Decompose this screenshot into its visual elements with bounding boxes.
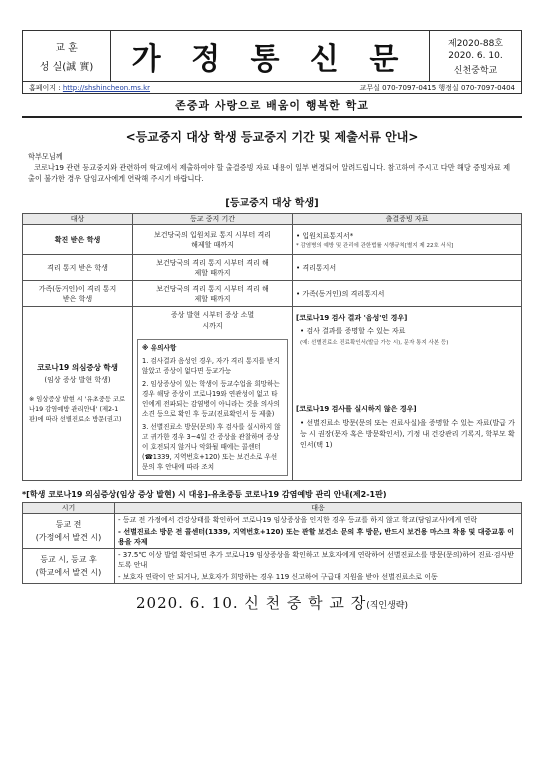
notice-item: 3. 선별진료소 방문(문의) 후 검사를 실시하지 않고 귀가한 경우 3~4일 간 증상을 관찰하며 증상이 호전되지 않거나 악화될 때에는 콜센터(☎1339, 지역번호+120) 또는 보건소로 우선 문의 후 안내에 따라 조치 <box>142 423 281 471</box>
doc-cell: • 가족(동거인)의 격리통지서 <box>293 281 522 307</box>
seal-note: (직인생략) <box>366 601 408 611</box>
period-cell: 보건당국의 격리 통지 시부터 격리 해제할 때까지 <box>133 281 293 307</box>
header <box>22 30 522 82</box>
header-response: 대응 <box>115 503 522 514</box>
response-table <box>22 502 522 584</box>
response-line: - 등교 전 가정에서 건강상태를 확인하여 코로나19 임상증상을 인지한 경우 등교를 하지 않고 학교(담임교사)에게 연락 <box>118 516 478 524</box>
target-cell: 확진 받은 학생 <box>23 225 133 255</box>
motto-label: 교 훈 <box>55 43 78 54</box>
suspect-target-cell <box>23 307 133 481</box>
target-cell: 가족(동거인)이 격리 통지 받은 학생 <box>23 281 133 307</box>
notice-title: <등교중지 대상 학생 등교중지 기간 및 제출서류 안내> <box>125 130 419 144</box>
greeting: 학부모님께 <box>28 152 63 161</box>
notice-item: 2. 임상증상이 있는 학생이 등교수업을 희망하는 경우 해당 증상이 코로나19와 연관성이 없고 타인에게 전파되는 감염병이 아니라는 것을 의사의 소견 등으로 확인 후 등교(진료확인서 등 제출) <box>142 380 280 418</box>
table-row-suspect <box>23 307 522 481</box>
response-line: - 선별진료소 방문 전 콜센터(1339, 지역번호+120) 또는 관할 보건소 문의 후 방문, 반드시 보건용 마스크 착용 및 대중교통 이용을 자제 <box>118 528 514 546</box>
suspect-period: 증상 발현 시부터 증상 소멸 시까지 <box>170 311 255 330</box>
page-title: 가 정 통 신 문 <box>131 42 409 77</box>
header-when: 시기 <box>23 503 115 514</box>
table-header-row <box>23 214 522 225</box>
principal-signature: 2020. 6. 10. 신 천 중 학 교 장 <box>135 594 367 612</box>
table-row <box>23 281 522 307</box>
suspension-table <box>22 213 522 481</box>
response-cell <box>115 549 522 584</box>
suspect-target: 코로나19 의심증상 학생 <box>37 363 118 372</box>
table-row <box>23 255 522 281</box>
when-sub: (학교에서 발견 시) <box>35 567 102 577</box>
notice-box <box>137 339 288 476</box>
doc-a-head: [코로나19 검사 결과 '음성'인 경우] <box>296 314 408 322</box>
section2-title: *[학생 코로나19 의심증상(임상 증상 발현) 시 대응]-유초중등 코로나19 감염예방 관리 안내(제2-1판) <box>22 490 387 499</box>
when: 등교 시, 등교 후 <box>40 554 97 564</box>
header-docs: 출결증빙 자료 <box>293 214 522 225</box>
period-cell: 보건당국의 격리 통지 시부터 격리 해제할 때까지 <box>133 255 293 281</box>
suspect-doc-cell <box>293 307 522 481</box>
issue-date: 2020. 6. 10. <box>448 51 503 61</box>
suspect-period-cell <box>133 307 293 481</box>
homepage-label: 홈페이지 : <box>29 83 61 92</box>
table-header-row <box>23 503 522 514</box>
newsletter-page <box>22 30 522 613</box>
phone-numbers: 교무실 070-7097-0415 행정실 070-7097-0404 <box>359 83 515 92</box>
table-row <box>23 549 522 584</box>
response-cell <box>115 514 522 549</box>
doc-a: • 검사 결과를 증명할 수 있는 자료 <box>300 327 406 335</box>
response-line: - 보호자 연락이 안 되거나, 보호자가 희망하는 경우 119 신고하여 구급대 지원을 받아 선별진료소로 이동 <box>118 573 438 581</box>
doc-b: • 선별진료소 방문(문의 또는 진료사실)을 증명할 수 있는 자료(발급 가능 시 권장(문자 혹은 방문확인서), 기정 내 건강관리 기록지, 학부모 확인서(택 1) <box>300 419 515 449</box>
issue-number: 제2020-88호 <box>448 39 503 49</box>
table-row <box>23 225 522 255</box>
school-name: 신천중학교 <box>453 66 498 76</box>
footer-signature <box>22 592 522 613</box>
doc-note: * 감염병의 예방 및 관리에 관한법률 시행규칙[별지 제 22호 서식] <box>296 242 454 249</box>
doc-cell: • 격리통지서 <box>293 255 522 281</box>
header-target: 대상 <box>23 214 133 225</box>
school-slogan: 존중과 사랑으로 배움이 행복한 학교 <box>22 94 522 118</box>
period-cell: 보건당국의 입원치료 통지 시부터 격리 해제할 때까지 <box>133 225 293 255</box>
doc-cell <box>293 225 522 255</box>
header-period: 등교 중지 기간 <box>133 214 293 225</box>
when: 등교 전 <box>55 519 82 529</box>
homepage-link[interactable]: http://shshincheon.ms.kr <box>62 83 151 92</box>
doc-a-note: (예: 선별진료소 진료확인서(발급 가능 시), 문자 통지 사본 등) <box>300 340 449 346</box>
motto-box <box>23 31 111 81</box>
intro-body: 코로나19 관련 등교중지와 관련하여 학교에서 제출하여야 할 출결증빙 자료 내용이 일부 변경되어 알려드립니다. 참고하여 주시고 다만 해당 증빙자료 제출이 불가한 경우 담임교사에게 연락해 주시기 바랍니다. <box>28 163 511 183</box>
motto-text: 성 실(誠 實) <box>39 62 94 73</box>
intro <box>22 151 522 184</box>
suspect-target-sub: (임상 증상 발현 학생) <box>44 376 111 384</box>
notice-item: 1. 검사결과 음성인 경우, 자가 격리 통지를 받지 않았고 증상이 없다면 등교가능 <box>142 357 280 375</box>
doc-text: • 입원치료통지서* <box>296 231 354 240</box>
when-sub: (가정에서 발견 시) <box>35 532 102 542</box>
when-cell <box>23 514 115 549</box>
meta-box <box>429 31 521 81</box>
contact-bar <box>22 82 522 94</box>
doc-b-head: [코로나19 검사를 실시하지 않은 경우] <box>296 405 417 413</box>
when-cell <box>23 549 115 584</box>
target-cell: 격리 통지 받은 학생 <box>23 255 133 281</box>
table-row <box>23 514 522 549</box>
notice-head: ※ 유의사항 <box>142 344 177 352</box>
suspect-target-note: ※ 임상증상 발현 시 '유초중등 코로나19 감염예방 관리안내' (제2-1판)에 따라 선별진료소 방문(권고) <box>29 396 126 423</box>
section1-title: [등교중지 대상 학생] <box>225 198 319 209</box>
response-line: - 37.5℃ 이상 발열 확인되면 추가 코로나19 임상증상을 확인하고 보호자에게 연락하여 선별진료소를 방문(문의)하여 진료·검사받도록 안내 <box>118 551 515 569</box>
